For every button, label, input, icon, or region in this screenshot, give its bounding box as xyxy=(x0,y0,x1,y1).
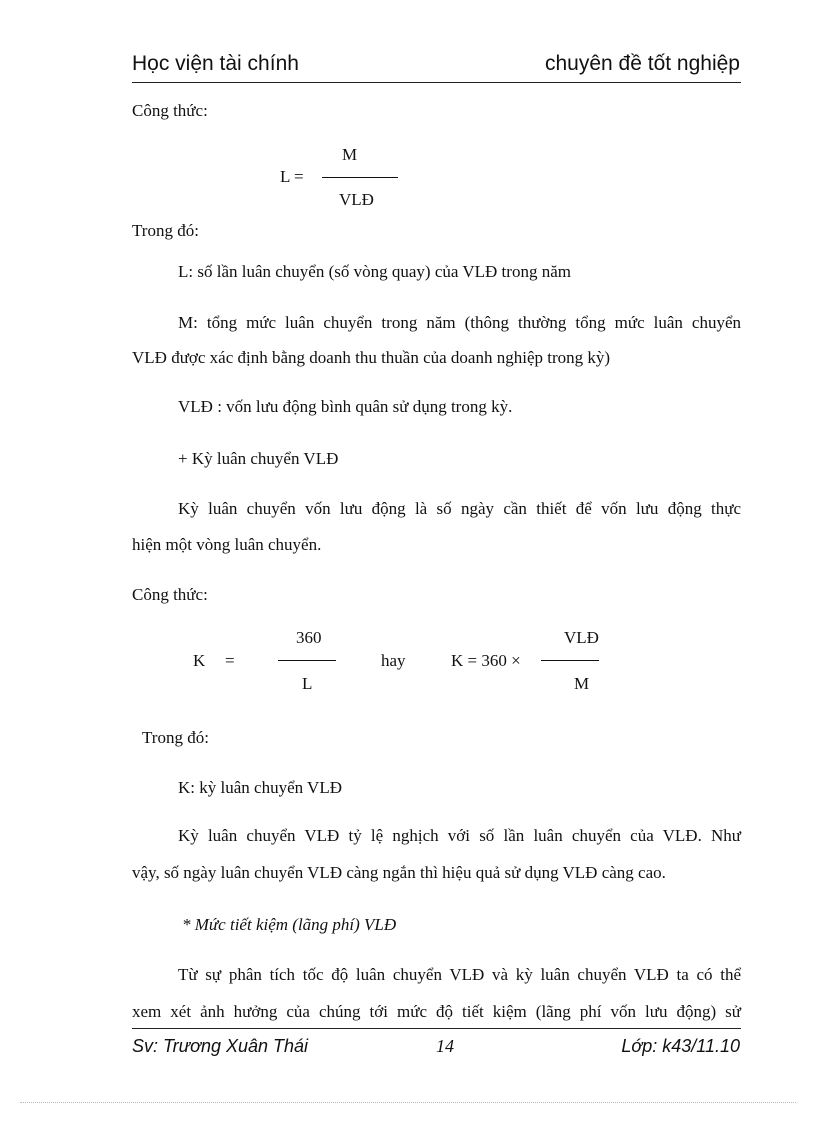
definition-M-line-2: VLĐ được xác định bằng doanh thu thuần của doanh nghiệp trong kỳ) xyxy=(132,348,611,367)
italic-heading-muc-tiet-kiem: * Mức tiết kiệm (lãng phí) VLĐ xyxy=(182,915,397,934)
where-label-1: Trong đó: xyxy=(132,221,199,240)
formula-1-lhs: L = xyxy=(280,167,304,186)
header-institution: Học viện tài chính xyxy=(132,52,299,75)
paragraph-inverse-line-1: Kỳ luân chuyển VLĐ tỷ lệ nghịch với số lần luân chuyển của VLĐ. Như xyxy=(178,826,741,845)
definition-L: L: số lần luân chuyển (số vòng quay) của VLĐ trong năm xyxy=(178,262,571,281)
formula-1-fraction-bar xyxy=(322,177,398,178)
formula-2-alt-denominator: M xyxy=(574,674,590,693)
paragraph-inverse-line-2: vậy, số ngày luân chuyển VLĐ càng ngắn thì hiệu quả sử dụng VLĐ càng cao. xyxy=(132,863,666,882)
formula-2-numerator: 360 xyxy=(296,628,322,647)
header-document-type: chuyên đề tốt nghiệp xyxy=(545,52,740,75)
formula-2-denominator: L xyxy=(302,674,313,693)
footer-student: Sv: Trương Xuân Thái xyxy=(132,1036,309,1056)
definition-M-line-1: M: tổng mức luân chuyển trong năm (thông thường tổng mức luân chuyển xyxy=(178,313,741,332)
formula-2-alt-numerator: VLĐ xyxy=(564,628,599,647)
page-bottom-dotted-border xyxy=(20,1102,796,1103)
footer-page-number: 14 xyxy=(436,1036,454,1056)
formula-label-1: Công thức: xyxy=(132,101,208,120)
definition-VLD: VLĐ : vốn lưu động bình quân sử dụng trong kỳ. xyxy=(178,397,513,416)
formula-1-denominator: VLĐ xyxy=(339,190,374,209)
formula-2-equals: = xyxy=(225,651,235,670)
formula-2-or: hay xyxy=(381,651,406,670)
formula-2-lhs-variable: K xyxy=(193,651,206,670)
formula-2-alt-lhs: K = 360 × xyxy=(451,651,521,670)
paragraph-ky-line-2: hiện một vòng luân chuyển. xyxy=(132,535,322,554)
where-label-2: Trong đó: xyxy=(142,728,209,747)
formula-label-2: Công thức: xyxy=(132,585,208,604)
footer-rule xyxy=(132,1028,741,1029)
formula-2-fraction-bar xyxy=(278,660,336,661)
formula-1-numerator: M xyxy=(342,145,358,164)
paragraph-last-line-1: Từ sự phân tích tốc độ luân chuyển VLĐ và kỳ luân chuyển VLĐ ta có thể xyxy=(178,965,741,984)
paragraph-ky-line-1: Kỳ luân chuyển vốn lưu động là số ngày cần thiết để vốn lưu động thực xyxy=(178,499,741,518)
formula-2-alt-fraction-bar xyxy=(541,660,599,661)
definition-K: K: kỳ luân chuyển VLĐ xyxy=(178,778,342,797)
header-rule xyxy=(132,82,741,83)
paragraph-last-line-2: xem xét ảnh hưởng của chúng tới mức độ tiết kiệm (lãng phí vốn lưu động) sử xyxy=(132,1002,741,1021)
footer-class: Lớp: k43/11.10 xyxy=(621,1036,740,1056)
sub-heading-ky-luan-chuyen: + Kỳ luân chuyển VLĐ xyxy=(178,449,339,468)
